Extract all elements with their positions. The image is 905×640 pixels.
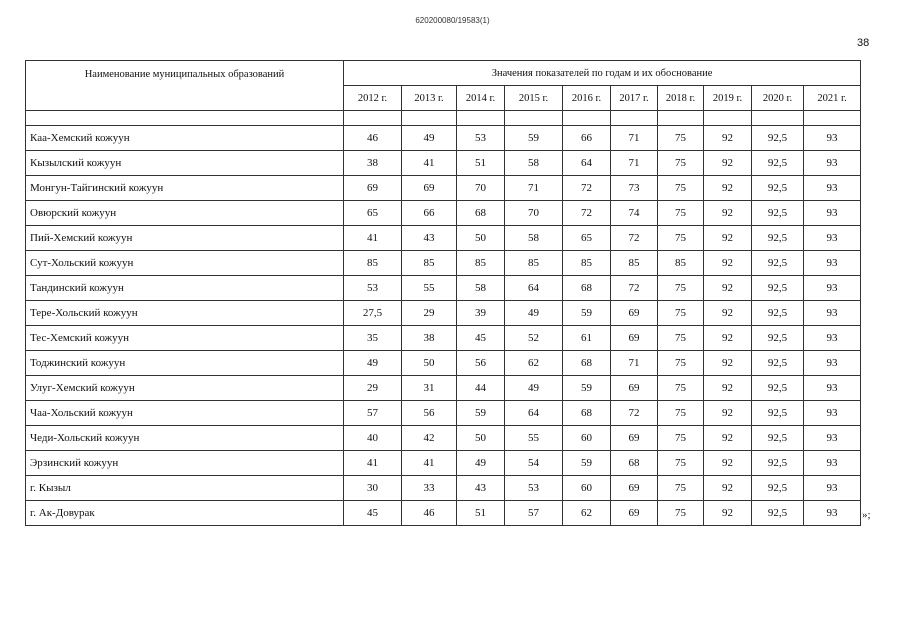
indicator-value: 49 — [457, 451, 505, 476]
year-header: 2013 г. — [402, 86, 457, 111]
indicator-value: 72 — [611, 226, 658, 251]
year-header: 2015 г. — [505, 86, 563, 111]
indicator-value: 92,5 — [752, 151, 804, 176]
municipality-name: Сут-Хольский кожуун — [26, 251, 344, 276]
indicator-value: 92,5 — [752, 126, 804, 151]
indicator-value: 93 — [804, 301, 861, 326]
table-row — [26, 451, 861, 476]
indicator-value: 72 — [611, 401, 658, 426]
indicator-value: 42 — [402, 426, 457, 451]
indicator-value: 92,5 — [752, 251, 804, 276]
indicator-value: 70 — [505, 201, 563, 226]
municipality-name: г. Ак-Довурак — [26, 501, 344, 526]
municipality-name: Тандинский кожуун — [26, 276, 344, 301]
indicator-value: 46 — [402, 501, 457, 526]
indicator-value: 92 — [704, 501, 752, 526]
indicator-value: 75 — [658, 451, 704, 476]
indicator-value: 93 — [804, 126, 861, 151]
table-row — [26, 401, 861, 426]
indicator-value: 43 — [457, 476, 505, 501]
indicator-value: 51 — [457, 151, 505, 176]
indicator-value: 58 — [505, 151, 563, 176]
indicator-value: 58 — [505, 226, 563, 251]
table-row — [26, 251, 861, 276]
indicator-value: 85 — [402, 251, 457, 276]
indicator-value: 92 — [704, 176, 752, 201]
indicator-value: 92,5 — [752, 376, 804, 401]
closing-quote-mark: »; — [862, 509, 871, 521]
municipality-name: Пий-Хемский кожуун — [26, 226, 344, 251]
indicator-value: 54 — [505, 451, 563, 476]
indicator-value: 33 — [402, 476, 457, 501]
table-row — [26, 476, 861, 501]
indicator-value: 29 — [344, 376, 402, 401]
indicator-value: 59 — [563, 301, 611, 326]
indicator-value: 53 — [344, 276, 402, 301]
indicator-value: 75 — [658, 201, 704, 226]
municipality-name: Тоджинский кожуун — [26, 351, 344, 376]
indicator-value: 75 — [658, 276, 704, 301]
indicator-value: 93 — [804, 501, 861, 526]
indicator-value: 68 — [457, 201, 505, 226]
indicator-value: 75 — [658, 226, 704, 251]
indicator-value: 92,5 — [752, 351, 804, 376]
indicator-value: 55 — [402, 276, 457, 301]
table-row — [26, 151, 861, 176]
indicator-value: 75 — [658, 301, 704, 326]
indicator-value: 93 — [804, 401, 861, 426]
indicator-value: 29 — [402, 301, 457, 326]
indicator-value: 45 — [457, 326, 505, 351]
indicator-value: 93 — [804, 351, 861, 376]
indicator-value: 92 — [704, 326, 752, 351]
year-header: 2021 г. — [804, 86, 861, 111]
indicator-value: 93 — [804, 476, 861, 501]
indicator-value: 57 — [344, 401, 402, 426]
municipality-name: Каа-Хемский кожуун — [26, 126, 344, 151]
municipality-name: Тес-Хемский кожуун — [26, 326, 344, 351]
indicator-value: 69 — [611, 301, 658, 326]
indicator-value: 65 — [344, 201, 402, 226]
indicator-value: 41 — [344, 226, 402, 251]
indicator-value: 50 — [402, 351, 457, 376]
indicator-value: 60 — [563, 426, 611, 451]
municipality-name: Тере-Хольский кожуун — [26, 301, 344, 326]
indicator-value: 75 — [658, 376, 704, 401]
indicator-value: 92 — [704, 301, 752, 326]
indicator-value: 53 — [457, 126, 505, 151]
indicator-value: 70 — [457, 176, 505, 201]
indicator-value: 66 — [402, 201, 457, 226]
indicator-value: 49 — [505, 376, 563, 401]
indicator-value: 59 — [457, 401, 505, 426]
indicator-value: 49 — [344, 351, 402, 376]
indicator-value: 92,5 — [752, 301, 804, 326]
indicator-value: 40 — [344, 426, 402, 451]
indicator-value: 75 — [658, 426, 704, 451]
indicator-value: 64 — [563, 151, 611, 176]
indicator-value: 75 — [658, 351, 704, 376]
indicator-value: 93 — [804, 276, 861, 301]
indicator-value: 44 — [457, 376, 505, 401]
indicator-value: 46 — [344, 126, 402, 151]
indicator-value: 27,5 — [344, 301, 402, 326]
header-spacer-row — [26, 111, 861, 126]
municipality-name: Чаа-Хольский кожуун — [26, 401, 344, 426]
indicator-value: 93 — [804, 201, 861, 226]
year-header: 2014 г. — [457, 86, 505, 111]
indicator-value: 92,5 — [752, 451, 804, 476]
indicator-value: 55 — [505, 426, 563, 451]
indicator-value: 49 — [402, 126, 457, 151]
indicator-value: 92 — [704, 151, 752, 176]
year-header: 2017 г. — [611, 86, 658, 111]
indicator-value: 68 — [563, 351, 611, 376]
indicator-value: 75 — [658, 476, 704, 501]
indicator-value: 85 — [344, 251, 402, 276]
indicator-value: 92,5 — [752, 276, 804, 301]
page-number: 38 — [857, 37, 870, 49]
table-row — [26, 426, 861, 451]
indicator-value: 56 — [402, 401, 457, 426]
indicator-value: 92 — [704, 376, 752, 401]
municipality-name: Монгун-Тайгинский кожуун — [26, 176, 344, 201]
indicator-value: 62 — [505, 351, 563, 376]
indicator-value: 59 — [563, 451, 611, 476]
table-row — [26, 376, 861, 401]
indicator-value: 75 — [658, 501, 704, 526]
indicator-value: 92,5 — [752, 401, 804, 426]
indicator-value: 64 — [505, 401, 563, 426]
indicator-value: 45 — [344, 501, 402, 526]
indicator-value: 92 — [704, 426, 752, 451]
indicator-value: 62 — [563, 501, 611, 526]
indicator-value: 92,5 — [752, 326, 804, 351]
indicator-value: 69 — [402, 176, 457, 201]
indicator-value: 65 — [563, 226, 611, 251]
table-row — [26, 126, 861, 151]
indicator-value: 92,5 — [752, 476, 804, 501]
indicator-value: 72 — [563, 176, 611, 201]
indicator-value: 71 — [611, 351, 658, 376]
indicator-value: 51 — [457, 501, 505, 526]
year-header: 2012 г. — [344, 86, 402, 111]
indicator-value: 75 — [658, 401, 704, 426]
indicator-value: 68 — [563, 401, 611, 426]
indicator-value: 56 — [457, 351, 505, 376]
indicator-value: 74 — [611, 201, 658, 226]
indicator-value: 53 — [505, 476, 563, 501]
table-row — [26, 301, 861, 326]
indicator-value: 66 — [563, 126, 611, 151]
document-id: 620200080/19583(1) — [415, 16, 490, 25]
table-row — [26, 226, 861, 251]
indicator-value: 68 — [611, 451, 658, 476]
municipality-name: Улуг-Хемский кожуун — [26, 376, 344, 401]
indicator-value: 69 — [344, 176, 402, 201]
indicator-value: 50 — [457, 426, 505, 451]
indicator-value: 69 — [611, 476, 658, 501]
indicator-value: 93 — [804, 251, 861, 276]
indicator-value: 69 — [611, 376, 658, 401]
indicator-value: 92 — [704, 401, 752, 426]
indicator-value: 92 — [704, 251, 752, 276]
indicator-value: 85 — [505, 251, 563, 276]
indicator-value: 85 — [563, 251, 611, 276]
indicator-value: 93 — [804, 451, 861, 476]
indicator-value: 92 — [704, 451, 752, 476]
table-row — [26, 176, 861, 201]
table-body — [26, 111, 861, 526]
indicator-value: 59 — [563, 376, 611, 401]
indicator-value: 92 — [704, 276, 752, 301]
indicator-value: 41 — [344, 451, 402, 476]
indicator-value: 58 — [457, 276, 505, 301]
indicator-value: 85 — [611, 251, 658, 276]
indicator-value: 92,5 — [752, 176, 804, 201]
table-row — [26, 351, 861, 376]
indicator-value: 35 — [344, 326, 402, 351]
indicators-table — [25, 60, 861, 526]
indicator-value: 68 — [563, 276, 611, 301]
indicator-value: 60 — [563, 476, 611, 501]
indicator-value: 92 — [704, 476, 752, 501]
indicator-value: 43 — [402, 226, 457, 251]
year-header: 2020 г. — [752, 86, 804, 111]
municipality-name: Овюрский кожуун — [26, 201, 344, 226]
indicator-value: 92 — [704, 226, 752, 251]
indicator-value: 72 — [563, 201, 611, 226]
indicator-value: 93 — [804, 226, 861, 251]
indicator-value: 75 — [658, 126, 704, 151]
indicator-value: 49 — [505, 301, 563, 326]
indicator-value: 73 — [611, 176, 658, 201]
indicator-value: 85 — [658, 251, 704, 276]
indicator-value: 75 — [658, 151, 704, 176]
indicator-value: 92,5 — [752, 426, 804, 451]
indicator-value: 64 — [505, 276, 563, 301]
indicator-value: 93 — [804, 376, 861, 401]
indicator-value: 92 — [704, 201, 752, 226]
indicator-value: 71 — [611, 151, 658, 176]
indicator-value: 30 — [344, 476, 402, 501]
indicator-value: 85 — [457, 251, 505, 276]
indicator-value: 92,5 — [752, 201, 804, 226]
indicator-value: 59 — [505, 126, 563, 151]
indicator-value: 93 — [804, 426, 861, 451]
indicator-value: 69 — [611, 426, 658, 451]
indicator-value: 92 — [704, 126, 752, 151]
indicator-value: 71 — [611, 126, 658, 151]
values-group-header: Значения показателей по годам и их обоснование — [344, 61, 861, 86]
indicator-value: 41 — [402, 151, 457, 176]
indicator-value: 38 — [402, 326, 457, 351]
indicator-value: 69 — [611, 501, 658, 526]
indicator-value: 57 — [505, 501, 563, 526]
indicator-value: 93 — [804, 176, 861, 201]
indicator-value: 41 — [402, 451, 457, 476]
municipality-name: Чеди-Хольский кожуун — [26, 426, 344, 451]
indicator-value: 39 — [457, 301, 505, 326]
indicator-value: 93 — [804, 326, 861, 351]
indicator-value: 31 — [402, 376, 457, 401]
year-header: 2018 г. — [658, 86, 704, 111]
table-row — [26, 501, 861, 526]
indicator-value: 38 — [344, 151, 402, 176]
table-row — [26, 326, 861, 351]
indicator-value: 93 — [804, 151, 861, 176]
year-header: 2019 г. — [704, 86, 752, 111]
indicator-value: 75 — [658, 326, 704, 351]
indicator-value: 92 — [704, 351, 752, 376]
municipality-name: г. Кызыл — [26, 476, 344, 501]
indicator-value: 72 — [611, 276, 658, 301]
indicator-value: 92,5 — [752, 226, 804, 251]
table-row — [26, 201, 861, 226]
indicator-value: 92,5 — [752, 501, 804, 526]
indicator-value: 50 — [457, 226, 505, 251]
indicator-value: 75 — [658, 176, 704, 201]
municipality-column-header: Наименование муниципальных образований — [26, 61, 344, 111]
indicator-value: 69 — [611, 326, 658, 351]
indicator-value: 71 — [505, 176, 563, 201]
indicator-value: 61 — [563, 326, 611, 351]
indicator-value: 52 — [505, 326, 563, 351]
municipality-name: Кызылский кожуун — [26, 151, 344, 176]
table-row — [26, 276, 861, 301]
year-header: 2016 г. — [563, 86, 611, 111]
municipality-name: Эрзинский кожуун — [26, 451, 344, 476]
